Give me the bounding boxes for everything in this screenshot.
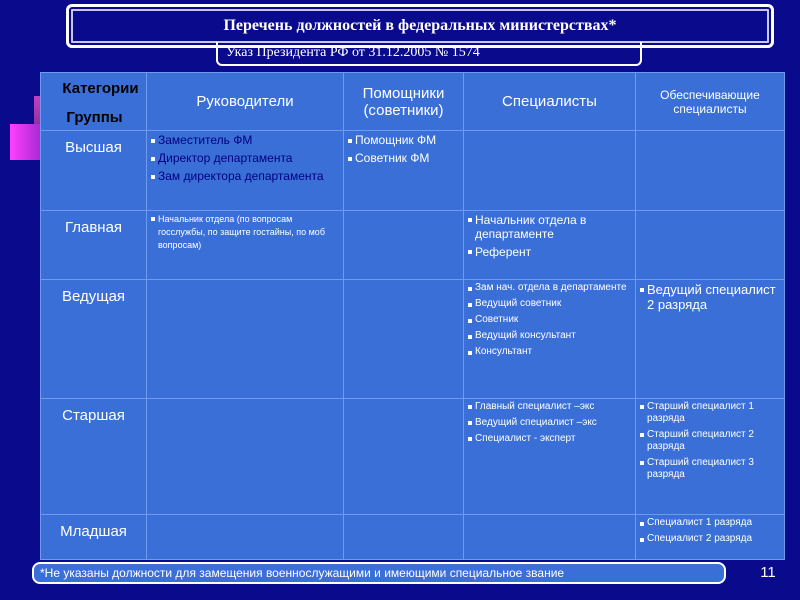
table-row (41, 398, 785, 514)
list-item: Помощник ФМ (348, 133, 459, 147)
header-group-label: Группы (66, 108, 123, 126)
list-item: Ведущий специалист 2 разряда (640, 282, 780, 312)
cell-starshaya-obespech (636, 398, 785, 514)
footnote (32, 562, 726, 584)
cell-mladshaya-rukovoditeli (147, 515, 344, 560)
group-vedushchaya: Ведущая (41, 280, 147, 398)
header-category-label: Категории (62, 79, 139, 97)
list-starshaya-obespech (640, 401, 780, 481)
list-item: Специалист 2 разряда (640, 533, 780, 545)
list-glavnaya-rukovoditeli (151, 213, 339, 252)
list-item: Старший специалист 2 разряда (640, 429, 780, 453)
cell-vedushchaya-specialisty (464, 280, 636, 398)
cell-glavnaya-obespech (636, 210, 785, 279)
cell-vysshaya-specialisty (464, 131, 636, 211)
group-starshaya: Старшая (41, 398, 147, 514)
cell-glavnaya-pomoshniki (344, 210, 464, 279)
list-vysshaya-rukovoditeli (151, 133, 339, 183)
table-row (41, 210, 785, 279)
table-row (41, 131, 785, 211)
page-number: 11 (760, 564, 776, 581)
footnote-text: *Не указаны должности для замещения военнослужащими и имеющими специальное звание (40, 566, 565, 580)
list-item: Советник ФМ (348, 151, 459, 165)
list-item: Специалист - эксперт (468, 433, 631, 445)
list-vysshaya-pomoshniki (348, 133, 459, 165)
list-item: Главный специалист –экс (468, 401, 631, 413)
list-item: Начальник отдела в департаменте (468, 213, 631, 241)
cell-vysshaya-pomoshniki (344, 131, 464, 211)
cell-vedushchaya-obespech (636, 280, 785, 398)
cell-vedushchaya-rukovoditeli (147, 280, 344, 398)
cell-mladshaya-specialisty (464, 515, 636, 560)
list-glavnaya-specialisty (468, 213, 631, 259)
header-col-pomoshniki: Помощники (советники) (344, 73, 464, 131)
list-item: Заместитель ФМ (151, 133, 339, 147)
list-item: Зам нач. отдела в департаменте (468, 282, 631, 294)
table-row (41, 280, 785, 398)
list-item: Ведущий советник (468, 298, 631, 310)
list-item: Специалист 1 разряда (640, 517, 780, 529)
list-item: Советник (468, 314, 631, 326)
list-item: Старший специалист 1 разряда (640, 401, 780, 425)
cell-glavnaya-specialisty (464, 210, 636, 279)
cell-starshaya-pomoshniki (344, 398, 464, 514)
header-col-obespech: Обеспечивающие специалисты (636, 73, 785, 131)
cell-vysshaya-rukovoditeli (147, 131, 344, 211)
list-item: Ведущий консультант (468, 330, 631, 342)
cell-vedushchaya-pomoshniki (344, 280, 464, 398)
header-col-specialisty: Специалисты (464, 73, 636, 131)
group-mladshaya: Младшая (41, 515, 147, 560)
list-vedushchaya-specialisty (468, 282, 631, 358)
cell-mladshaya-obespech (636, 515, 785, 560)
list-vedushchaya-obespech (640, 282, 780, 312)
list-item: Старший специалист 3 разряда (640, 457, 780, 481)
list-item: Референт (468, 245, 631, 259)
list-item: Зам директора департамента (151, 169, 339, 183)
slide-subtitle-text: Указ Президента РФ от 31.12.2005 № 1574 (226, 45, 480, 60)
list-item: Директор департамента (151, 151, 339, 165)
list-starshaya-specialisty (468, 401, 631, 445)
header-col-rukovoditeli: Руководители (147, 73, 344, 131)
header-category-cell (41, 73, 147, 131)
group-glavnaya: Главная (41, 210, 147, 279)
cell-vysshaya-obespech (636, 131, 785, 211)
table-header-row (41, 73, 785, 131)
group-vysshaya: Высшая (41, 131, 147, 211)
list-item: Консультант (468, 346, 631, 358)
slide-title-text: Перечень должностей в федеральных министерствах* (223, 17, 617, 34)
positions-table (40, 72, 785, 560)
list-mladshaya-obespech (640, 517, 780, 545)
cell-starshaya-rukovoditeli (147, 398, 344, 514)
slide-subtitle (216, 42, 642, 66)
cell-starshaya-specialisty (464, 398, 636, 514)
table-row (41, 515, 785, 560)
cell-mladshaya-pomoshniki (344, 515, 464, 560)
list-item: Начальник отдела (по вопросам госслужбы, по защите гостайны, по моб вопросам) (151, 213, 339, 252)
cell-glavnaya-rukovoditeli (147, 210, 344, 279)
list-item: Ведущий специалист –экс (468, 417, 631, 429)
